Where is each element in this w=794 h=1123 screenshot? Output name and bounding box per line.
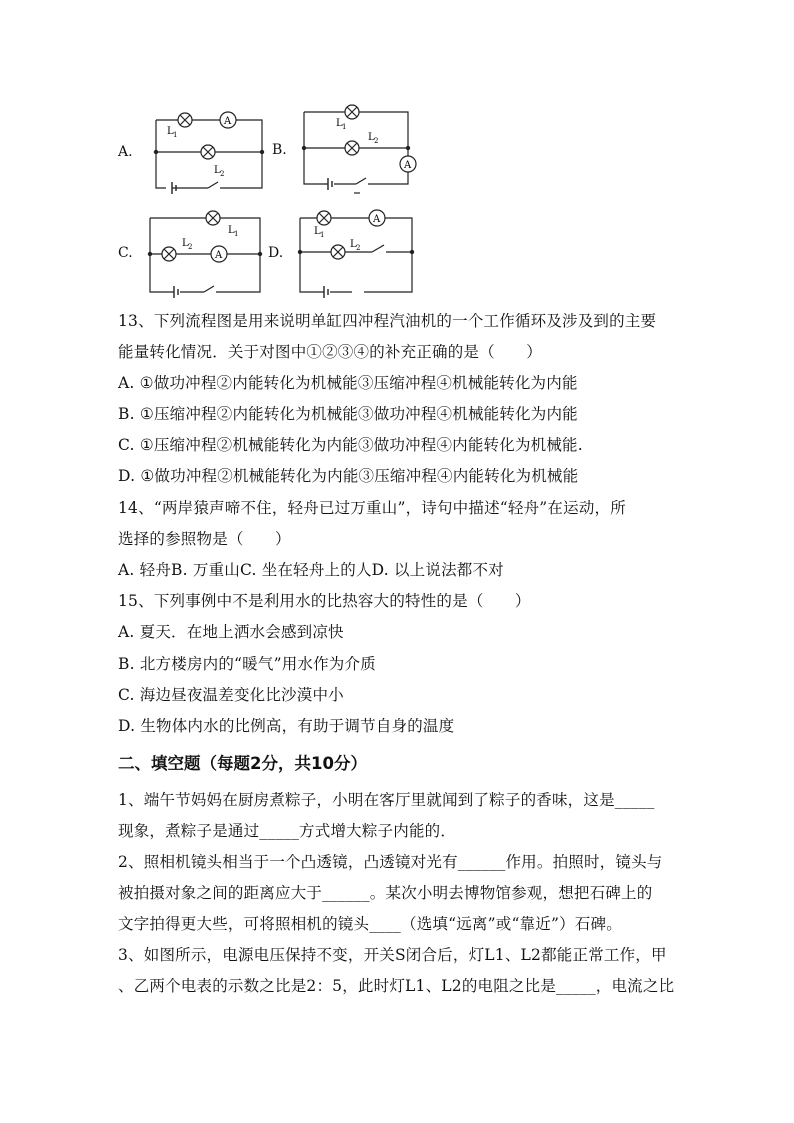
- svg-text:2: 2: [374, 137, 379, 145]
- svg-text:L: L: [182, 238, 189, 249]
- svg-text:L: L: [314, 226, 321, 237]
- question-13-option-a: A. ①做功冲程②内能转化为机械能③压缩冲程④机械能转化为内能: [118, 374, 578, 392]
- question-13-option-c: C. ①压缩冲程②机械能转化为内能③做功冲程④内能转化为机械能.: [118, 436, 583, 454]
- fill-question-2-cont: 被拍摄对象之间的距离应大于______。某次小明去博物馆参观，想把石碑上的: [118, 884, 653, 902]
- fill-question-3: 3、如图所示，电源电压保持不变，开关S闭合后，灯L1、L2都能正常工作，甲: [118, 946, 667, 964]
- svg-text:1: 1: [234, 230, 239, 238]
- svg-text:2: 2: [356, 244, 361, 252]
- svg-text:1: 1: [320, 231, 325, 239]
- section-title-fill-in: 二、填空题（每题2分，共10分）: [118, 754, 367, 773]
- question-15-option-a: A. 夏天．在地上洒水会感到凉快: [118, 623, 344, 641]
- question-13-option-b: B. ①压缩冲程②内能转化为机械能③做功冲程④机械能转化为内能: [118, 405, 578, 423]
- question-15-option-b: B. 北方楼房内的“暖气”用水作为介质: [118, 655, 376, 673]
- question-13-stem: 13、下列流程图是用来说明单缸四冲程汽油机的一个工作循环及涉及到的主要: [118, 312, 657, 330]
- svg-text:2: 2: [220, 170, 225, 178]
- question-13-option-d: D. ①做功冲程②机械能转化为内能③压缩冲程④内能转化为机械能: [118, 467, 579, 485]
- question-13-stem-cont: 能量转化情况．关于对图中①②③④的补充正确的是（ ）: [118, 343, 542, 361]
- circuit-diagram-b: [298, 98, 422, 196]
- ammeter-a-label: A: [224, 116, 232, 127]
- question-14-stem: 14、“两岸猿声啼不住，轻舟已过万重山”，诗句中描述“轻舟”在运动，所: [118, 499, 626, 517]
- question-15-option-c: C. 海边昼夜温差变化比沙漠中小: [118, 686, 344, 704]
- option-b-letter: B.: [272, 142, 287, 158]
- svg-text:L: L: [350, 239, 357, 250]
- circuit-diagram-c: [144, 206, 266, 298]
- circuit-diagram-d: [294, 206, 418, 298]
- option-c-letter: C.: [118, 245, 133, 261]
- svg-text:1: 1: [342, 123, 347, 131]
- svg-text:2: 2: [188, 243, 193, 251]
- ammeter-c-label: A: [215, 250, 223, 261]
- question-14-stem-cont: 选择的参照物是（ ）: [118, 530, 291, 548]
- fill-question-3-cont: 、乙两个电表的示数之比是2：5，此时灯L1、L2的电阻之比是_____，电流之比: [118, 977, 675, 995]
- svg-text:L: L: [336, 118, 343, 129]
- option-a-letter: A.: [118, 144, 133, 160]
- question-15-option-d: D. 生物体内水的比例高，有助于调节自身的温度: [118, 717, 455, 735]
- fill-question-2-cont2: 文字拍得更大些，可将照相机的镜头____（选填“远离”或“靠近”）石碑。: [118, 915, 622, 933]
- fill-question-1-cont: 现象，煮粽子是通过_____方式增大粽子内能的．: [118, 822, 457, 840]
- lamp-l1-label: L: [167, 126, 174, 137]
- svg-text:L: L: [368, 132, 375, 143]
- lamp-l2-label: L: [214, 165, 221, 176]
- fill-question-1: 1、端午节妈妈在厨房煮粽子，小明在客厅里就闻到了粽子的香味，这是_____: [118, 791, 655, 809]
- svg-text:1: 1: [173, 131, 178, 139]
- question-14-options: A. 轻舟B. 万重山C. 坐在轻舟上的人D. 以上说法都不对: [118, 561, 504, 579]
- option-d-letter: D.: [268, 245, 284, 261]
- circuit-diagram-a: [150, 102, 268, 194]
- question-15-stem: 15、下列事例中不是利用水的比热容大的特性的是（ ）: [118, 592, 531, 610]
- svg-text:L: L: [228, 225, 235, 236]
- ammeter-d-label: A: [373, 214, 381, 225]
- ammeter-b-label: A: [404, 160, 412, 171]
- fill-question-2: 2、照相机镜头相当于一个凸透镜，凸透镜对光有______作用。拍照时，镜头与: [118, 853, 663, 871]
